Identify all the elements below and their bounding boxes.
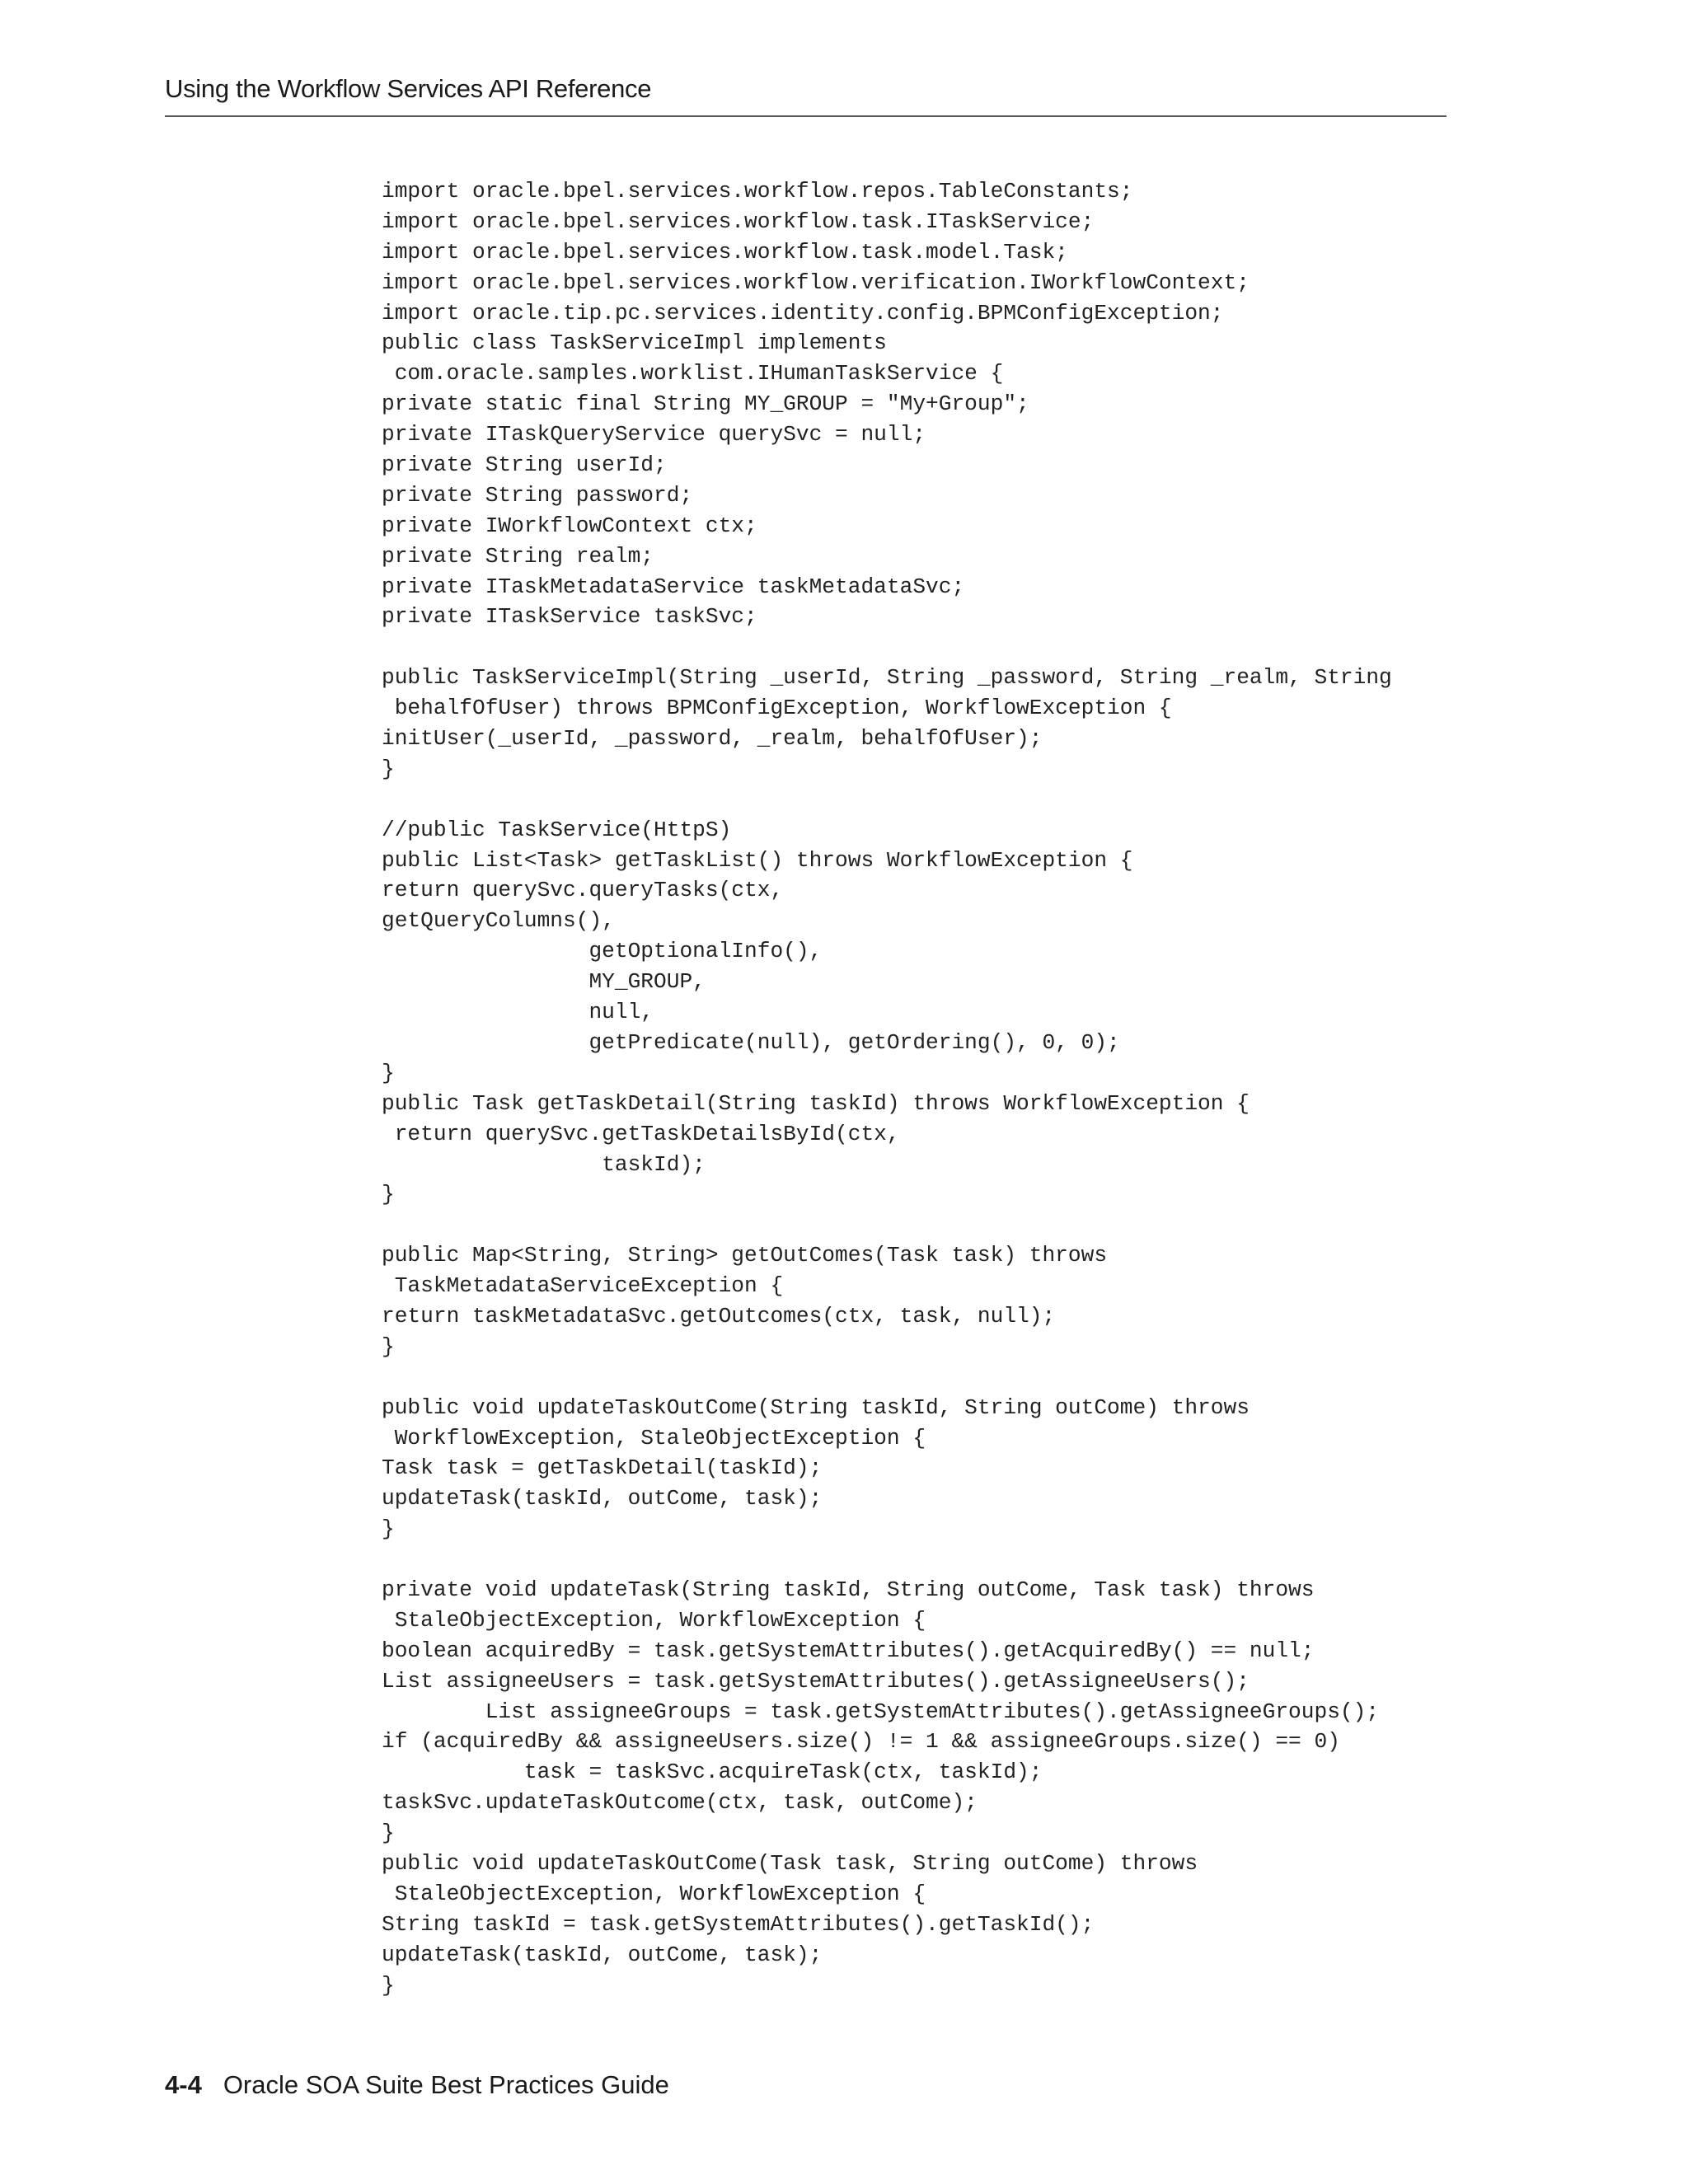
code-line: import oracle.bpel.services.workflow.repos.TableConstants;	[382, 179, 1133, 204]
code-line: return querySvc.queryTasks(ctx,	[382, 878, 784, 903]
code-line: MY_GROUP,	[382, 969, 706, 995]
code-line: if (acquiredBy && assigneeUsers.size() != 1 && assigneeGroups.size() == 0)	[382, 1729, 1340, 1755]
code-line: public List<Task> getTaskList() throws WorkflowException {	[382, 847, 1133, 873]
code-line: return querySvc.getTaskDetailsById(ctx,	[382, 1121, 900, 1146]
code-line: getQueryColumns(),	[382, 908, 615, 934]
code-line: private String userId;	[382, 452, 667, 478]
code-line	[382, 632, 1392, 663]
page-footer	[165, 2070, 669, 2100]
code-line: initUser(_userId, _password, _realm, behalfOfUser);	[382, 726, 1043, 752]
code-line	[382, 1544, 1392, 1575]
code-line: boolean acquiredBy = task.getSystemAttributes().getAcquiredBy() == null;	[382, 1638, 1315, 1663]
running-header: Using the Workflow Services API Reference	[165, 74, 652, 103]
code-line: public class TaskServiceImpl implements	[382, 330, 887, 356]
code-line	[382, 785, 1392, 815]
code-line: }	[382, 1182, 395, 1207]
code-listing	[382, 176, 1392, 2000]
code-line: task = taskSvc.acquireTask(ctx, taskId);	[382, 1760, 1043, 1785]
code-line: import oracle.bpel.services.workflow.verification.IWorkflowContext;	[382, 269, 1250, 295]
code-line: private ITaskMetadataService taskMetadataSvc;	[382, 574, 965, 599]
code-line: taskSvc.updateTaskOutcome(ctx, task, outCome);	[382, 1790, 978, 1816]
code-line: null,	[382, 1000, 654, 1025]
code-line	[382, 1362, 1392, 1393]
code-line: import oracle.bpel.services.workflow.task.ITaskService;	[382, 209, 1095, 234]
code-line: StaleObjectException, WorkflowException {	[382, 1607, 926, 1633]
code-line: private void updateTask(String taskId, String outCome, Task task) throws	[382, 1577, 1315, 1602]
code-line: import oracle.tip.pc.services.identity.config.BPMConfigException;	[382, 300, 1224, 326]
code-line: private ITaskQueryService querySvc = null;	[382, 422, 926, 448]
code-line: List assigneeGroups = task.getSystemAttributes().getAssigneeGroups();	[382, 1699, 1380, 1724]
code-line: public TaskServiceImpl(String _userId, String _password, String _realm, String	[382, 665, 1392, 691]
code-line: com.oracle.samples.worklist.IHumanTaskService {	[382, 361, 1004, 387]
code-line: public void updateTaskOutCome(Task task, String outCome) throws	[382, 1850, 1198, 1876]
code-line: private ITaskService taskSvc;	[382, 604, 757, 630]
code-line: private String realm;	[382, 543, 654, 569]
code-line: }	[382, 1333, 395, 1359]
code-line: }	[382, 1516, 395, 1542]
header-divider	[165, 115, 1447, 117]
code-line: behalfOfUser) throws BPMConfigException, WorkflowException {	[382, 696, 1172, 721]
code-line: private static final String MY_GROUP = "My+Group";	[382, 391, 1029, 417]
code-line: }	[382, 1060, 395, 1085]
code-line: getPredicate(null), getOrdering(), 0, 0);	[382, 1029, 1120, 1055]
code-line: public void updateTaskOutCome(String taskId, String outCome) throws	[382, 1394, 1250, 1420]
code-line: public Task getTaskDetail(String taskId) throws WorkflowException {	[382, 1090, 1250, 1116]
code-line: private IWorkflowContext ctx;	[382, 513, 757, 538]
code-line: updateTask(taskId, outCome, task);	[382, 1942, 823, 1967]
code-line: TaskMetadataServiceException {	[382, 1273, 784, 1299]
code-line: Task task = getTaskDetail(taskId);	[382, 1455, 823, 1481]
code-line: StaleObjectException, WorkflowException {	[382, 1881, 926, 1906]
code-line: }	[382, 756, 395, 781]
code-line: import oracle.bpel.services.workflow.task.model.Task;	[382, 239, 1068, 265]
code-line: List assigneeUsers = task.getSystemAttributes().getAssigneeUsers();	[382, 1668, 1250, 1694]
code-line: String taskId = task.getSystemAttributes().getTaskId();	[382, 1911, 1095, 1937]
code-line: //public TaskService(HttpS)	[382, 817, 732, 842]
code-line: updateTask(taskId, outCome, task);	[382, 1486, 823, 1511]
code-line: private String password;	[382, 482, 693, 508]
book-title: Oracle SOA Suite Best Practices Guide	[223, 2070, 669, 2099]
code-line: WorkflowException, StaleObjectException {	[382, 1425, 926, 1451]
code-line: }	[382, 1821, 395, 1846]
code-line: return taskMetadataSvc.getOutcomes(ctx, task, null);	[382, 1303, 1056, 1329]
code-line	[382, 1210, 1392, 1240]
code-line: taskId);	[382, 1151, 706, 1177]
code-line: public Map<String, String> getOutComes(Task task) throws	[382, 1243, 1108, 1268]
page-number: 4-4	[165, 2070, 202, 2099]
code-line: getOptionalInfo(),	[382, 939, 823, 964]
code-line: }	[382, 1972, 395, 1998]
